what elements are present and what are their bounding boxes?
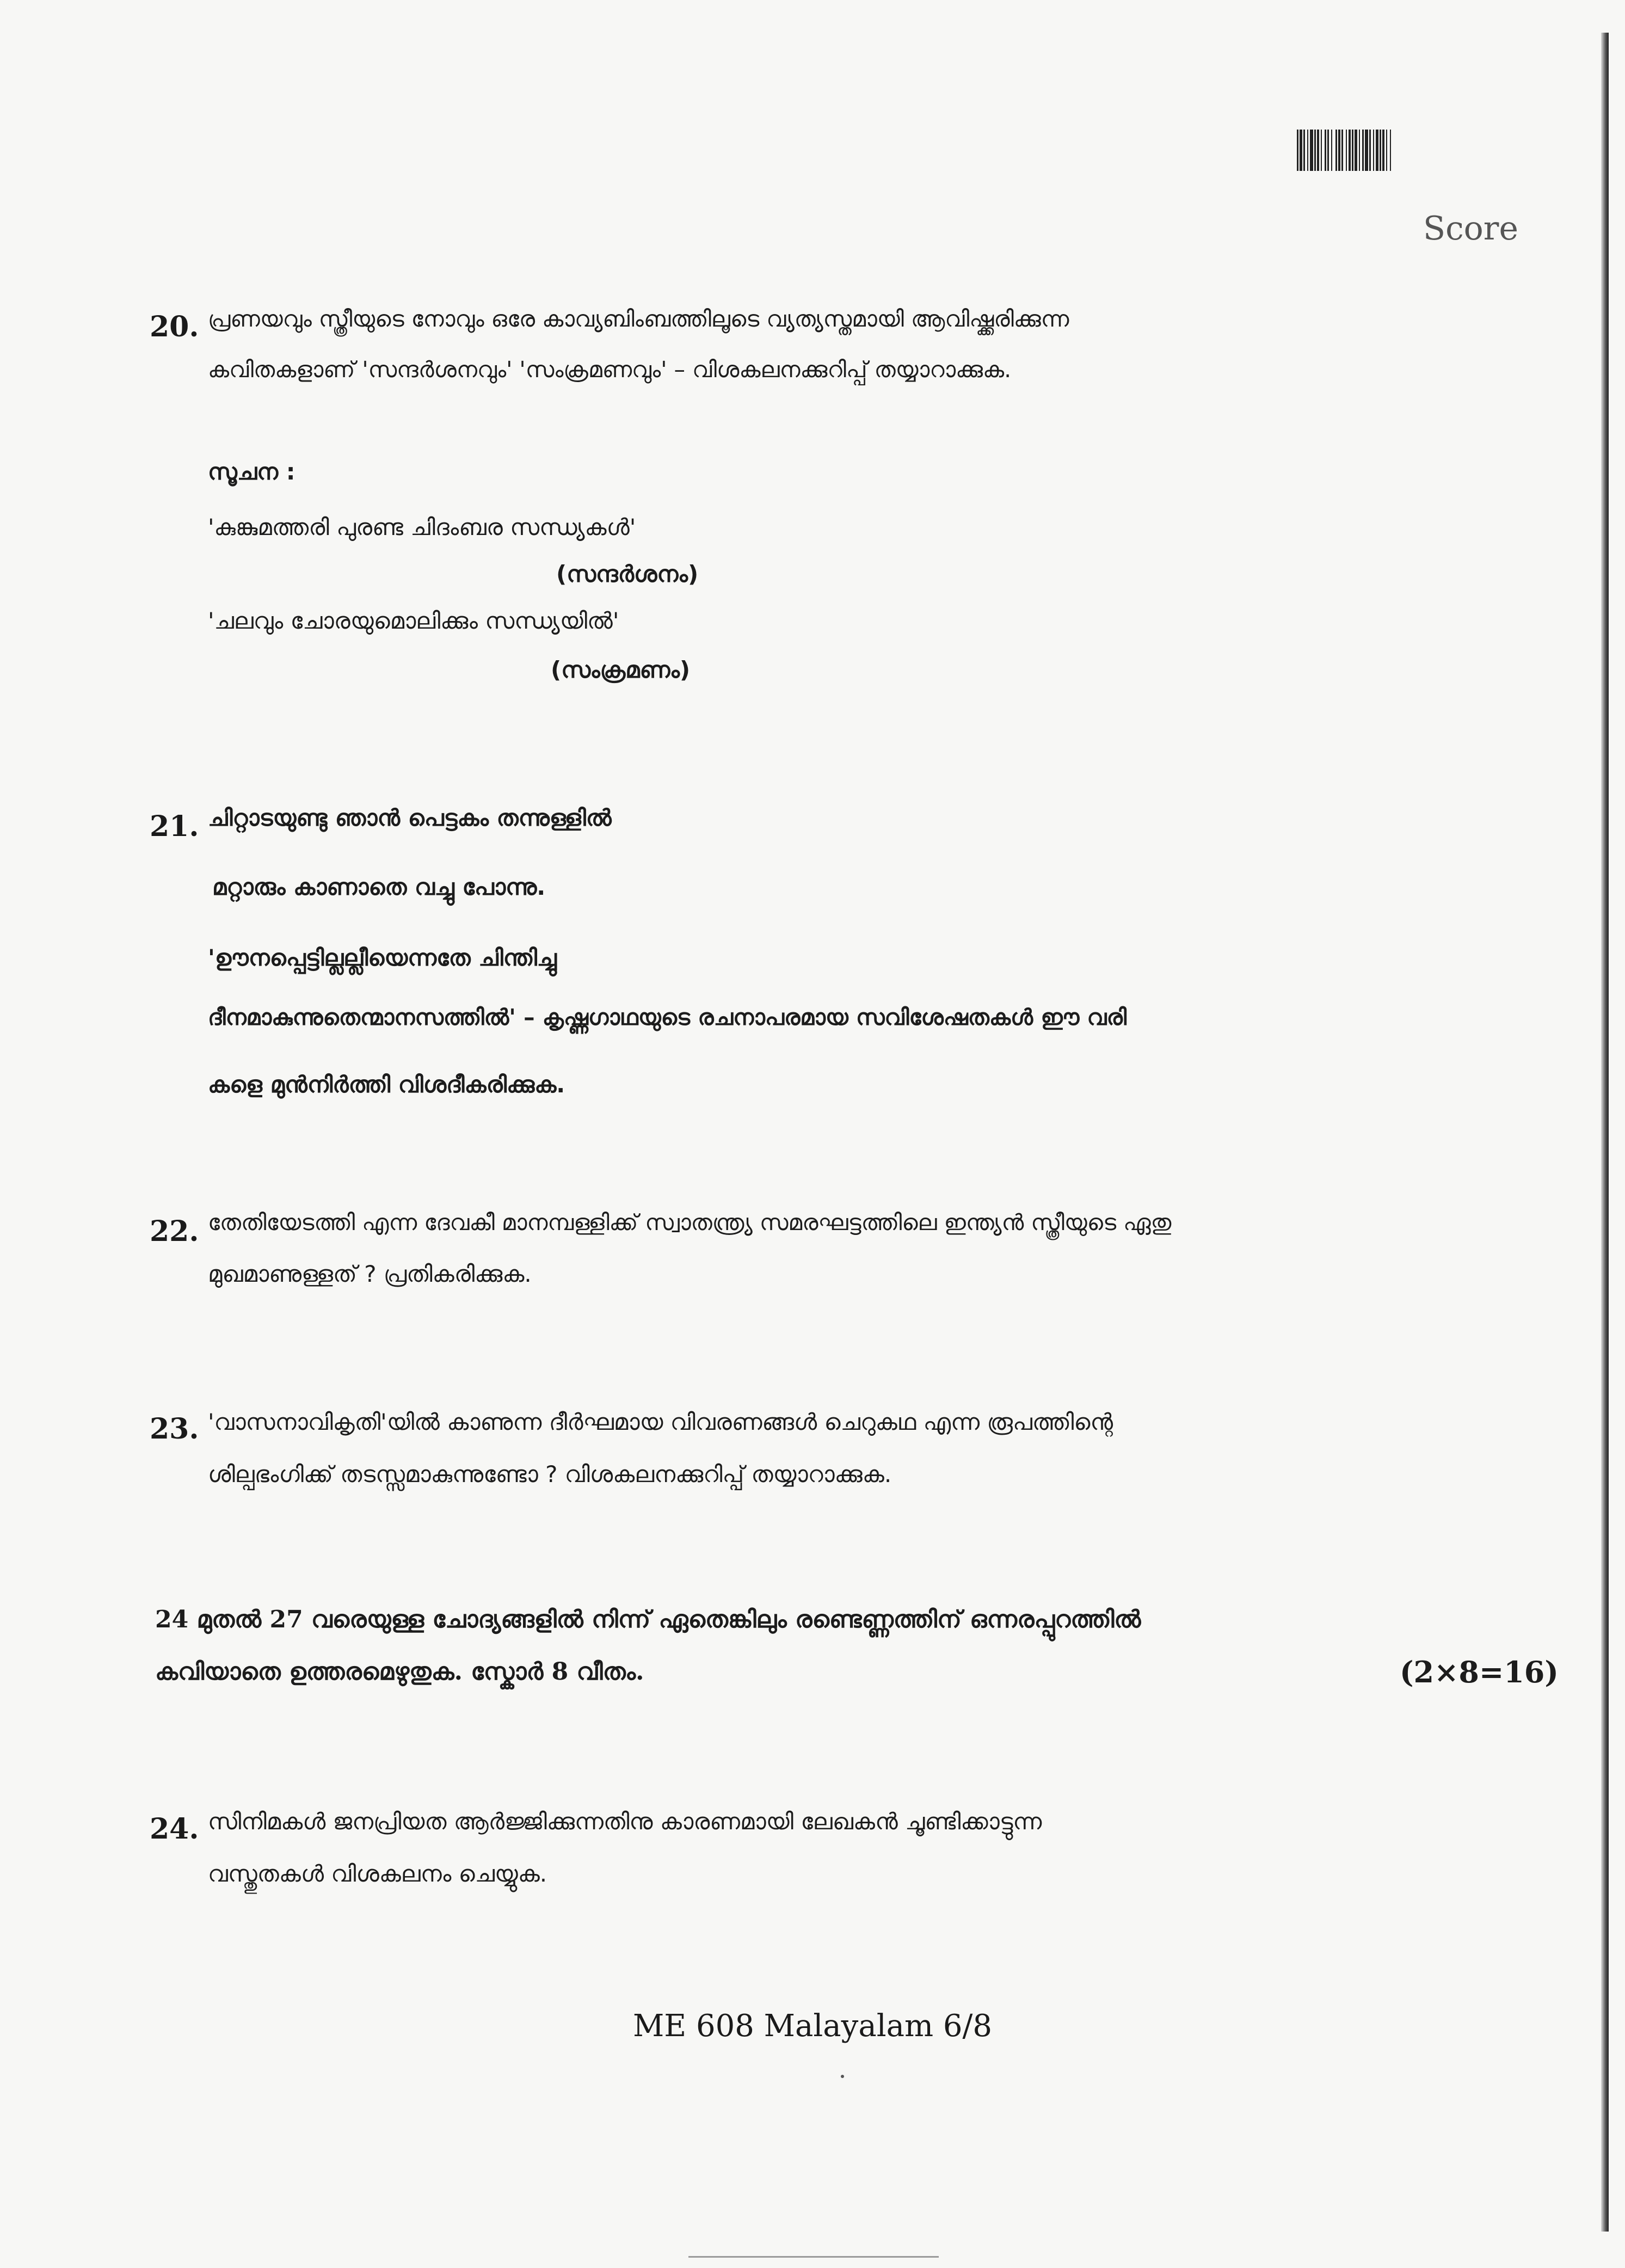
page-edge-shadow [1601,33,1609,2232]
bottom-rule [688,2256,939,2258]
question-line: മുഖമാണുള്ളത് ? പ്രതികരിക്കുക. [208,1261,532,1287]
page-footer: ME 608 Malayalam 6/8 [632,2008,993,2044]
question-number: 20. [150,310,199,343]
question-line: ശില്പഭംഗിക്ക് തടസ്സമാകുന്നുണ്ടോ ? വിശകലനക്കുറിപ്പ് തയ്യാറാക്കുക. [208,1461,892,1488]
scan-speck [841,2075,844,2078]
question-line: 'വാസനാവികൃതി'യിൽ കാണുന്ന ദീർഘമായ വിവരണങ്ങൾ ചെറുകഥ എന്ന രൂപത്തിന്റെ [208,1409,1113,1435]
question-line: വസ്തുതകൾ വിശകലനം ചെയ്യുക. [208,1860,547,1887]
question-line: സിനിമകൾ ജനപ്രിയത ആർജ്ജിക്കുന്നതിനു കാരണമായി ലേഖകൻ ചൂണ്ടിക്കാട്ടുന്ന [208,1808,1042,1835]
question-line: കളെ മുൻനിർത്തി വിശദീകരിക്കുക. [208,1071,565,1098]
question-line: മറ്റാരും കാണാതെ വച്ചു പോന്നു. [212,874,546,900]
question-line: തേതിയേടത്തി എന്ന ദേവകീ മാനമ്പള്ളിക്ക് സ്വാതന്ത്ര്യ സമരഘട്ടത്തിലെ ഇന്ത്യൻ സ്ത്രീയുടെ ഏതു [208,1209,1172,1236]
quote-line: 'ചലവും ചോരയുമൊലിക്കും സന്ധ്യയിൽ' [208,607,619,634]
question-line: ദീനമാകുന്നുതെന്മാനസത്തിൽ' – കൃഷ്ണഗാഥയുടെ രചനാപരമായ സവിശേഷതകൾ ഈ വരി [208,1004,1127,1030]
question-line: കവിതകളാണ് 'സന്ദർശനവും' 'സംക്രമണവും' – വിശകലനക്കുറിപ്പ് തയ്യാറാക്കുക. [208,357,1012,383]
barcode [1297,130,1520,171]
quote-line: 'കുങ്കുമത്തരി പുരണ്ട ചിദംബര സന്ധ്യകൾ' [208,514,636,540]
quote-source: (സന്ദർശനം) [556,561,699,587]
section-instruction: 24 മുതൽ 27 വരെയുള്ള ചോദ്യങ്ങളിൽ നിന്ന് ഏതെങ്കിലും രണ്ടെണ്ണത്തിന് ഒന്നരപ്പുറത്തിൽ [155,1606,1141,1633]
question-line: പ്രണയവും സ്ത്രീയുടെ നോവും ഒരേ കാവ്യബിംബത്തിലൂടെ വ്യത്യസ്തമായി ആവിഷ്ക്കരിക്കുന്ന [208,306,1069,332]
hint-label: സൂചന : [208,458,296,485]
score-label: Score [1423,210,1518,248]
question-number: 21. [150,810,199,843]
question-line: 'ഊനപ്പെട്ടില്ലല്ലീയെന്നതേ ചിന്തിച്ചു [208,944,557,971]
section-marks: (2×8=16) [1400,1655,1559,1689]
quote-source: (സംക്രമണം) [551,656,691,683]
question-number: 23. [150,1412,199,1446]
question-line: ചിറ്റാടയുണ്ടു ഞാൻ പെട്ടകം തന്നുള്ളിൽ [208,804,612,831]
question-number: 22. [150,1215,199,1248]
section-instruction: കവിയാതെ ഉത്തരമെഴുതുക. സ്കോർ 8 വീതം. [155,1658,644,1686]
question-number: 24. [150,1812,199,1846]
